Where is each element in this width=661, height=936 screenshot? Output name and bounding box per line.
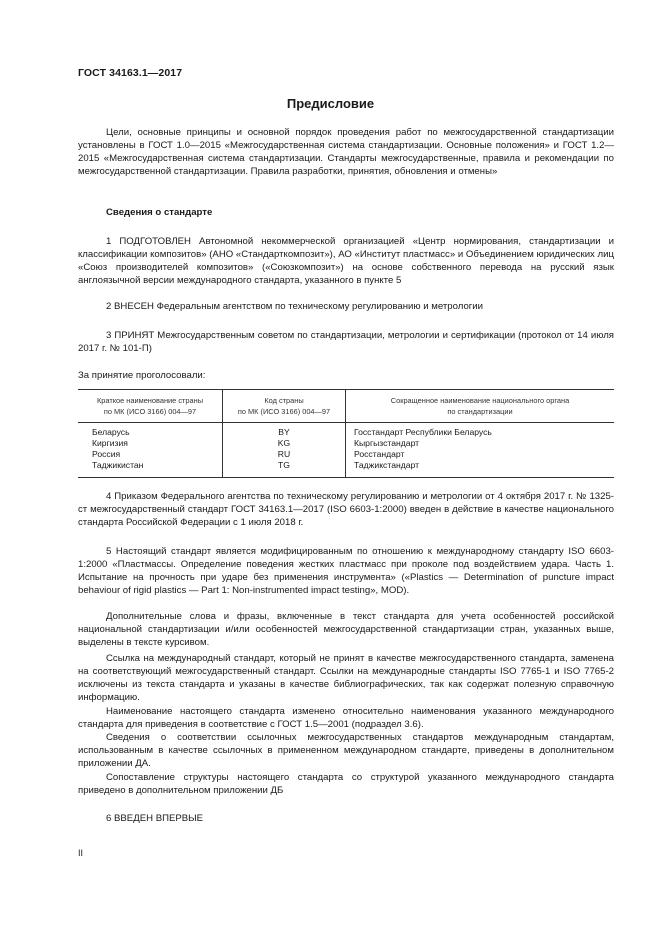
intro-paragraph: Цели, основные принципы и основной порядок проведения работ по межгосударственной стандартизации установлены в ГОСТ 1.0—2015 «Межгосударственная система стандартизации. Основные положения» и ГОСТ 1.2—2015 «Межгосударственная система стандартизации. Стандарты межгосударственные, правила и рекомендации по межгосударственной стандартизации. Правила разработки, принятия, обновления и отмены» <box>78 127 614 177</box>
item-3-paragraph: 3 ПРИНЯТ Межгосударственным советом по стандартизации, метрологии и сертификации (протокол от 14 июля 2017 г. № 101-П) <box>78 330 614 354</box>
table-header-row <box>78 390 614 423</box>
page-number: II <box>78 848 84 858</box>
table-header-code: Код страны по МК (ИСО 3166) 004—97 <box>223 390 346 423</box>
item-2-paragraph: 2 ВНЕСЕН Федеральным агентством по техническому регулированию и метрологии <box>106 301 484 312</box>
table-header-body: Сокращенное наименование национального органа по стандартизации <box>346 390 615 423</box>
table-cell-bodies: Госстандарт Республики Беларусь Кыргызстандарт Росстандарт Таджикстандарт <box>346 423 615 478</box>
item-5-references: Ссылка на международный стандарт, который не принят в качестве межгосударственного стандарта, заменена на соответствующий межгосударственный стандарт. Ссылки на международные стандарты ISO 7765-1 и ISO 7765-2 исключены из текста стандарта и указаны в качестве библиографических, так как содержат полезную справочную информацию. <box>78 653 614 703</box>
item-5-structure: Сопоставление структуры настоящего стандарта со структурой указанного международного стандарта приведено в дополнительном приложении ДБ <box>78 772 614 796</box>
vote-label: За принятие проголосовали: <box>78 370 206 381</box>
table-cell-codes: BY KG RU TG <box>223 423 346 478</box>
item-5-paragraph: 5 Настоящий стандарт является модифицированным по отношению к международному стандарту ISO 6603-1:2000 «Пластмассы. Определение поведения жестких пластмасс при проколе под воздействием удара. Часть 1. Испытание на прочность при ударе без применения инструмента» («Plastics — Determination of puncture impact behaviour of rigid plastics — Part 1: Non-instrumented impact testing», MOD). <box>78 546 614 596</box>
table-row <box>78 423 614 478</box>
standard-code: ГОСТ 34163.1—2017 <box>78 67 183 79</box>
item-6-paragraph: 6 ВВЕДЕН ВПЕРВЫЕ <box>106 813 204 824</box>
item-4-paragraph: 4 Приказом Федерального агентства по техническому регулированию и метрологии от 4 октября 2017 г. № 1325-ст межгосударственный стандарт ГОСТ 34163.1—2017 (ISO 6603-1:2000) введен в действие в качестве национального стандарта Российской Федерации с 1 июля 2018 г. <box>78 491 614 528</box>
table-header-country: Краткое наименование страны по МК (ИСО 3166) 004—97 <box>78 390 223 423</box>
item-5-name-change: Наименование настоящего стандарта изменено относительно наименования указанного международного стандарта для приведения в соответствие с ГОСТ 1.5—2001 (подраздел 3.6). <box>78 706 614 730</box>
table-cell-countries: Беларусь Киргизия Россия Таджикистан <box>78 423 223 478</box>
item-5-correspondence: Сведения о соответствии ссылочных межгосударственных стандартов международным стандартам, использованным в качестве ссылочных в примененном международном стандарте, приведены в дополнительном приложении ДА. <box>78 732 614 769</box>
item-1-paragraph: 1 ПОДГОТОВЛЕН Автономной некоммерческой организацией «Центр нормирования, стандартизации и классификации композитов» (АНО «Стандарткомпозит»), АО «Институт пластмасс» и Объединением юридических лиц «Союз производителей композитов» («Союзкомпозит») на основе собственного перевода на русский язык англоязычной версии международного стандарта, указанного в пункте 5 <box>78 236 614 286</box>
info-heading: Сведения о стандарте <box>106 207 213 218</box>
item-5-additions: Дополнительные слова и фразы, включенные в текст стандарта для учета особенностей российской национальной стандартизации и/или особенностей межгосударственной стандартизации стран, указанных выше, выделены в тексте курсивом. <box>78 611 614 648</box>
member-states-table <box>78 389 614 478</box>
page-title: Предисловие <box>286 96 375 111</box>
